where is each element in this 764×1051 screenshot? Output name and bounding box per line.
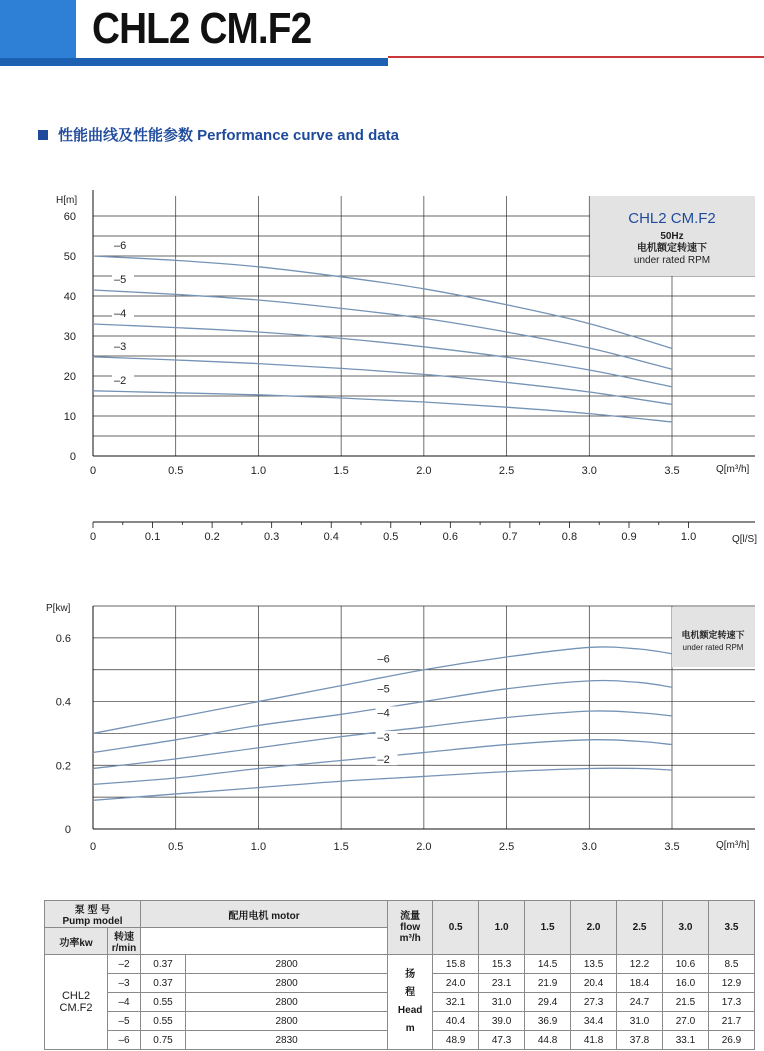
power-curve-label: –6 — [377, 653, 390, 666]
head-value-cell: 27.0 — [663, 1012, 709, 1031]
stage-cell: –3 — [108, 974, 141, 993]
flow-header — [388, 901, 433, 955]
model-line-1: CHL2 — [61, 990, 91, 1002]
table-body — [45, 955, 755, 1050]
head-y-tick-label: 40 — [63, 291, 76, 303]
power-ticks — [56, 633, 680, 853]
section-title-text: 性能曲线及性能参数 Performance curve and data — [58, 127, 399, 144]
header-tab — [0, 0, 76, 58]
power-box-en: under rated RPM — [682, 643, 744, 652]
head-x-tick-label: 3.0 — [581, 465, 597, 477]
power-x-tick-label: 3.0 — [581, 841, 597, 853]
head-box-freq: 50Hz — [660, 231, 684, 242]
head-curve — [93, 324, 672, 387]
speed-cell: 2800 — [186, 1012, 388, 1031]
head-curve — [93, 357, 672, 405]
power-box-cn: 电机额定转速下 — [681, 630, 745, 640]
flow-col-0: 0.5 — [433, 901, 479, 955]
head-x-tick-label: 1.5 — [333, 465, 349, 477]
power-x-label: Q[m³/h] — [716, 840, 750, 851]
power-x-tick-label: 2.5 — [498, 841, 515, 853]
stage-cell: –2 — [108, 955, 141, 974]
model-header-en: Pump model — [62, 916, 123, 927]
power-cell: 0.55 — [141, 1012, 186, 1031]
head-label-cell — [388, 955, 433, 1050]
flow-ls-tick-label: 0 — [89, 531, 97, 543]
stage-cell: –6 — [108, 1031, 141, 1050]
head-curve-label: –2 — [114, 374, 127, 387]
head-value-cell: 31.0 — [479, 993, 525, 1012]
head-value-cell: 32.1 — [433, 993, 479, 1012]
flow-ls-tick-label: 1.0 — [680, 531, 697, 543]
stage-cell: –5 — [108, 1012, 141, 1031]
flow-header-unit: m³/h — [399, 933, 421, 944]
flow-ls-tick-label: 0.9 — [621, 531, 637, 543]
speed-cell: 2830 — [186, 1031, 388, 1050]
head-value-cell: 16.0 — [663, 974, 709, 993]
head-box-cn: 电机额定转速下 — [637, 243, 707, 254]
head-x-tick-label: 2.5 — [498, 465, 515, 477]
head-value-cell: 18.4 — [617, 974, 663, 993]
head-value-cell: 12.2 — [617, 955, 663, 974]
flow-ls-tick-label: 0.8 — [561, 531, 578, 543]
flow-ls-tick-label: 0.3 — [264, 531, 280, 543]
model-line-2: CM.F2 — [59, 1002, 93, 1014]
head-value-cell: 24.7 — [617, 993, 663, 1012]
head-y-tick-label: 10 — [63, 411, 76, 423]
head-curves — [93, 239, 672, 422]
flow-ls-tick-label: 0.2 — [204, 531, 220, 543]
table-row — [45, 955, 755, 974]
power-curve-label: –4 — [377, 707, 390, 720]
speed-cell: 2800 — [186, 993, 388, 1012]
power-header: 功率kw — [45, 928, 108, 955]
head-value-cell: 21.9 — [525, 974, 571, 993]
head-value-cell: 27.3 — [571, 993, 617, 1012]
head-value-cell: 13.5 — [571, 955, 617, 974]
head-box-title: CHL2 CM.F2 — [628, 210, 716, 227]
power-y-label: P[kw] — [46, 603, 71, 614]
head-value-cell: 20.4 — [571, 974, 617, 993]
head-y-label: H[m] — [56, 195, 78, 206]
head-y-tick-label: 60 — [63, 211, 76, 223]
head-value-cell: 41.8 — [571, 1031, 617, 1050]
head-value-cell: 33.1 — [663, 1031, 709, 1050]
table-header-row — [45, 901, 755, 928]
head-value-cell: 26.9 — [708, 1031, 754, 1050]
head-value-cell: 31.0 — [617, 1012, 663, 1031]
head-curve-label: –4 — [114, 308, 127, 320]
head-label-line: 程 — [405, 987, 416, 998]
power-curve — [93, 768, 672, 800]
head-x-tick-label: 2.0 — [416, 465, 432, 477]
head-value-cell: 29.4 — [525, 993, 571, 1012]
power-cell: 0.37 — [141, 974, 186, 993]
power-cell: 0.37 — [141, 955, 186, 974]
head-y-tick-label: 0 — [69, 451, 76, 463]
speed-cell: 2800 — [186, 974, 388, 993]
head-curve-label: –6 — [114, 240, 127, 252]
power-x-tick-label: 1.5 — [333, 841, 349, 853]
power-grid — [93, 606, 755, 829]
motor-header: 配用电机 motor — [141, 901, 388, 928]
head-value-cell: 23.1 — [479, 974, 525, 993]
head-curve-label: –3 — [114, 340, 127, 353]
head-value-cell: 17.3 — [708, 993, 754, 1012]
power-x-tick-label: 1.0 — [250, 841, 267, 853]
flow-ls-tick-label: 0.1 — [144, 531, 161, 543]
section-title — [38, 124, 399, 145]
power-cell: 0.75 — [141, 1031, 186, 1050]
head-label-line: Head — [397, 1005, 423, 1016]
model-header — [45, 901, 141, 928]
flow-ls-tick-label: 0.4 — [323, 531, 339, 543]
power-chart — [0, 600, 764, 860]
head-x-tick-label: 3.5 — [664, 465, 680, 477]
head-y-tick-label: 50 — [63, 251, 76, 263]
flow-col-6: 3.5 — [708, 901, 754, 955]
head-curve — [93, 391, 672, 422]
head-value-cell: 21.7 — [708, 1012, 754, 1031]
head-value-cell: 24.0 — [433, 974, 479, 993]
flow-header-en: flow — [400, 922, 421, 933]
flow-ls-tick-label: 0.7 — [502, 531, 518, 543]
head-label-line: m — [405, 1023, 415, 1034]
power-x-tick-label: 2.0 — [416, 841, 432, 853]
page-title: CHL2 CM.F2 — [92, 4, 312, 53]
power-cell: 0.55 — [141, 993, 186, 1012]
head-curve-label: –5 — [114, 274, 127, 286]
power-y-tick-label: 0.2 — [55, 760, 71, 773]
speed-header: 转速 r/min — [108, 928, 141, 955]
flow-header-cn: 流量 — [400, 911, 421, 922]
power-curve-label: –3 — [377, 732, 390, 745]
flow-col-3: 2.0 — [571, 901, 617, 955]
flow-col-1: 1.0 — [479, 901, 525, 955]
power-y-tick-label: 0.4 — [55, 696, 71, 709]
header-rule — [388, 56, 764, 58]
flow-col-2: 1.5 — [525, 901, 571, 955]
head-x-tick-label: 1.0 — [250, 465, 267, 477]
model-header-cn: 泵 型 号 — [74, 905, 111, 916]
head-value-cell: 44.8 — [525, 1031, 571, 1050]
head-value-cell: 36.9 — [525, 1012, 571, 1031]
head-value-cell: 12.9 — [708, 974, 754, 993]
stage-cell: –4 — [108, 993, 141, 1012]
flow-col-4: 2.5 — [617, 901, 663, 955]
head-box-en: under rated RPM — [633, 255, 711, 266]
head-value-cell: 40.4 — [433, 1012, 479, 1031]
power-y-tick-label: 0.6 — [55, 632, 71, 645]
head-chart — [0, 180, 764, 550]
flow-col-5: 3.0 — [663, 901, 709, 955]
head-value-cell: 10.6 — [663, 955, 709, 974]
head-value-cell: 14.5 — [525, 955, 571, 974]
head-x-tick-label: 0 — [89, 465, 97, 477]
head-y-tick-label: 30 — [63, 331, 76, 343]
power-curve-label: –2 — [377, 754, 390, 767]
head-x-label: Q[m³/h] — [716, 464, 750, 475]
head-value-cell: 8.5 — [708, 955, 754, 974]
head-value-cell: 15.3 — [479, 955, 525, 974]
head-curve — [93, 290, 672, 369]
head-value-cell: 21.5 — [663, 993, 709, 1012]
power-curve-label: –5 — [377, 683, 390, 696]
head-label-line: 扬 — [405, 969, 416, 980]
performance-table — [44, 900, 755, 1050]
head-curve — [93, 256, 672, 348]
power-x-tick-label: 0.5 — [168, 841, 184, 853]
flow-ls-tick-label: 0.5 — [383, 531, 399, 543]
model-cell — [45, 955, 108, 1050]
head-value-cell: 48.9 — [433, 1031, 479, 1050]
head-value-cell: 37.8 — [617, 1031, 663, 1050]
head-value-cell: 39.0 — [479, 1012, 525, 1031]
head-value-cell: 34.4 — [571, 1012, 617, 1031]
section-square-icon — [38, 130, 48, 140]
power-x-tick-label: 3.5 — [664, 841, 680, 853]
head-x-tick-label: 0.5 — [168, 465, 184, 477]
speed-cell: 2800 — [186, 955, 388, 974]
head-value-cell: 47.3 — [479, 1031, 525, 1050]
flow-ls-label: Q[l/S] — [732, 534, 758, 545]
power-x-tick-label: 0 — [89, 841, 97, 853]
flow-ls-tick-label: 0.6 — [442, 531, 458, 543]
head-value-cell: 15.8 — [433, 955, 479, 974]
head-y-tick-label: 20 — [63, 371, 76, 383]
power-y-tick-label: 0 — [64, 824, 71, 836]
